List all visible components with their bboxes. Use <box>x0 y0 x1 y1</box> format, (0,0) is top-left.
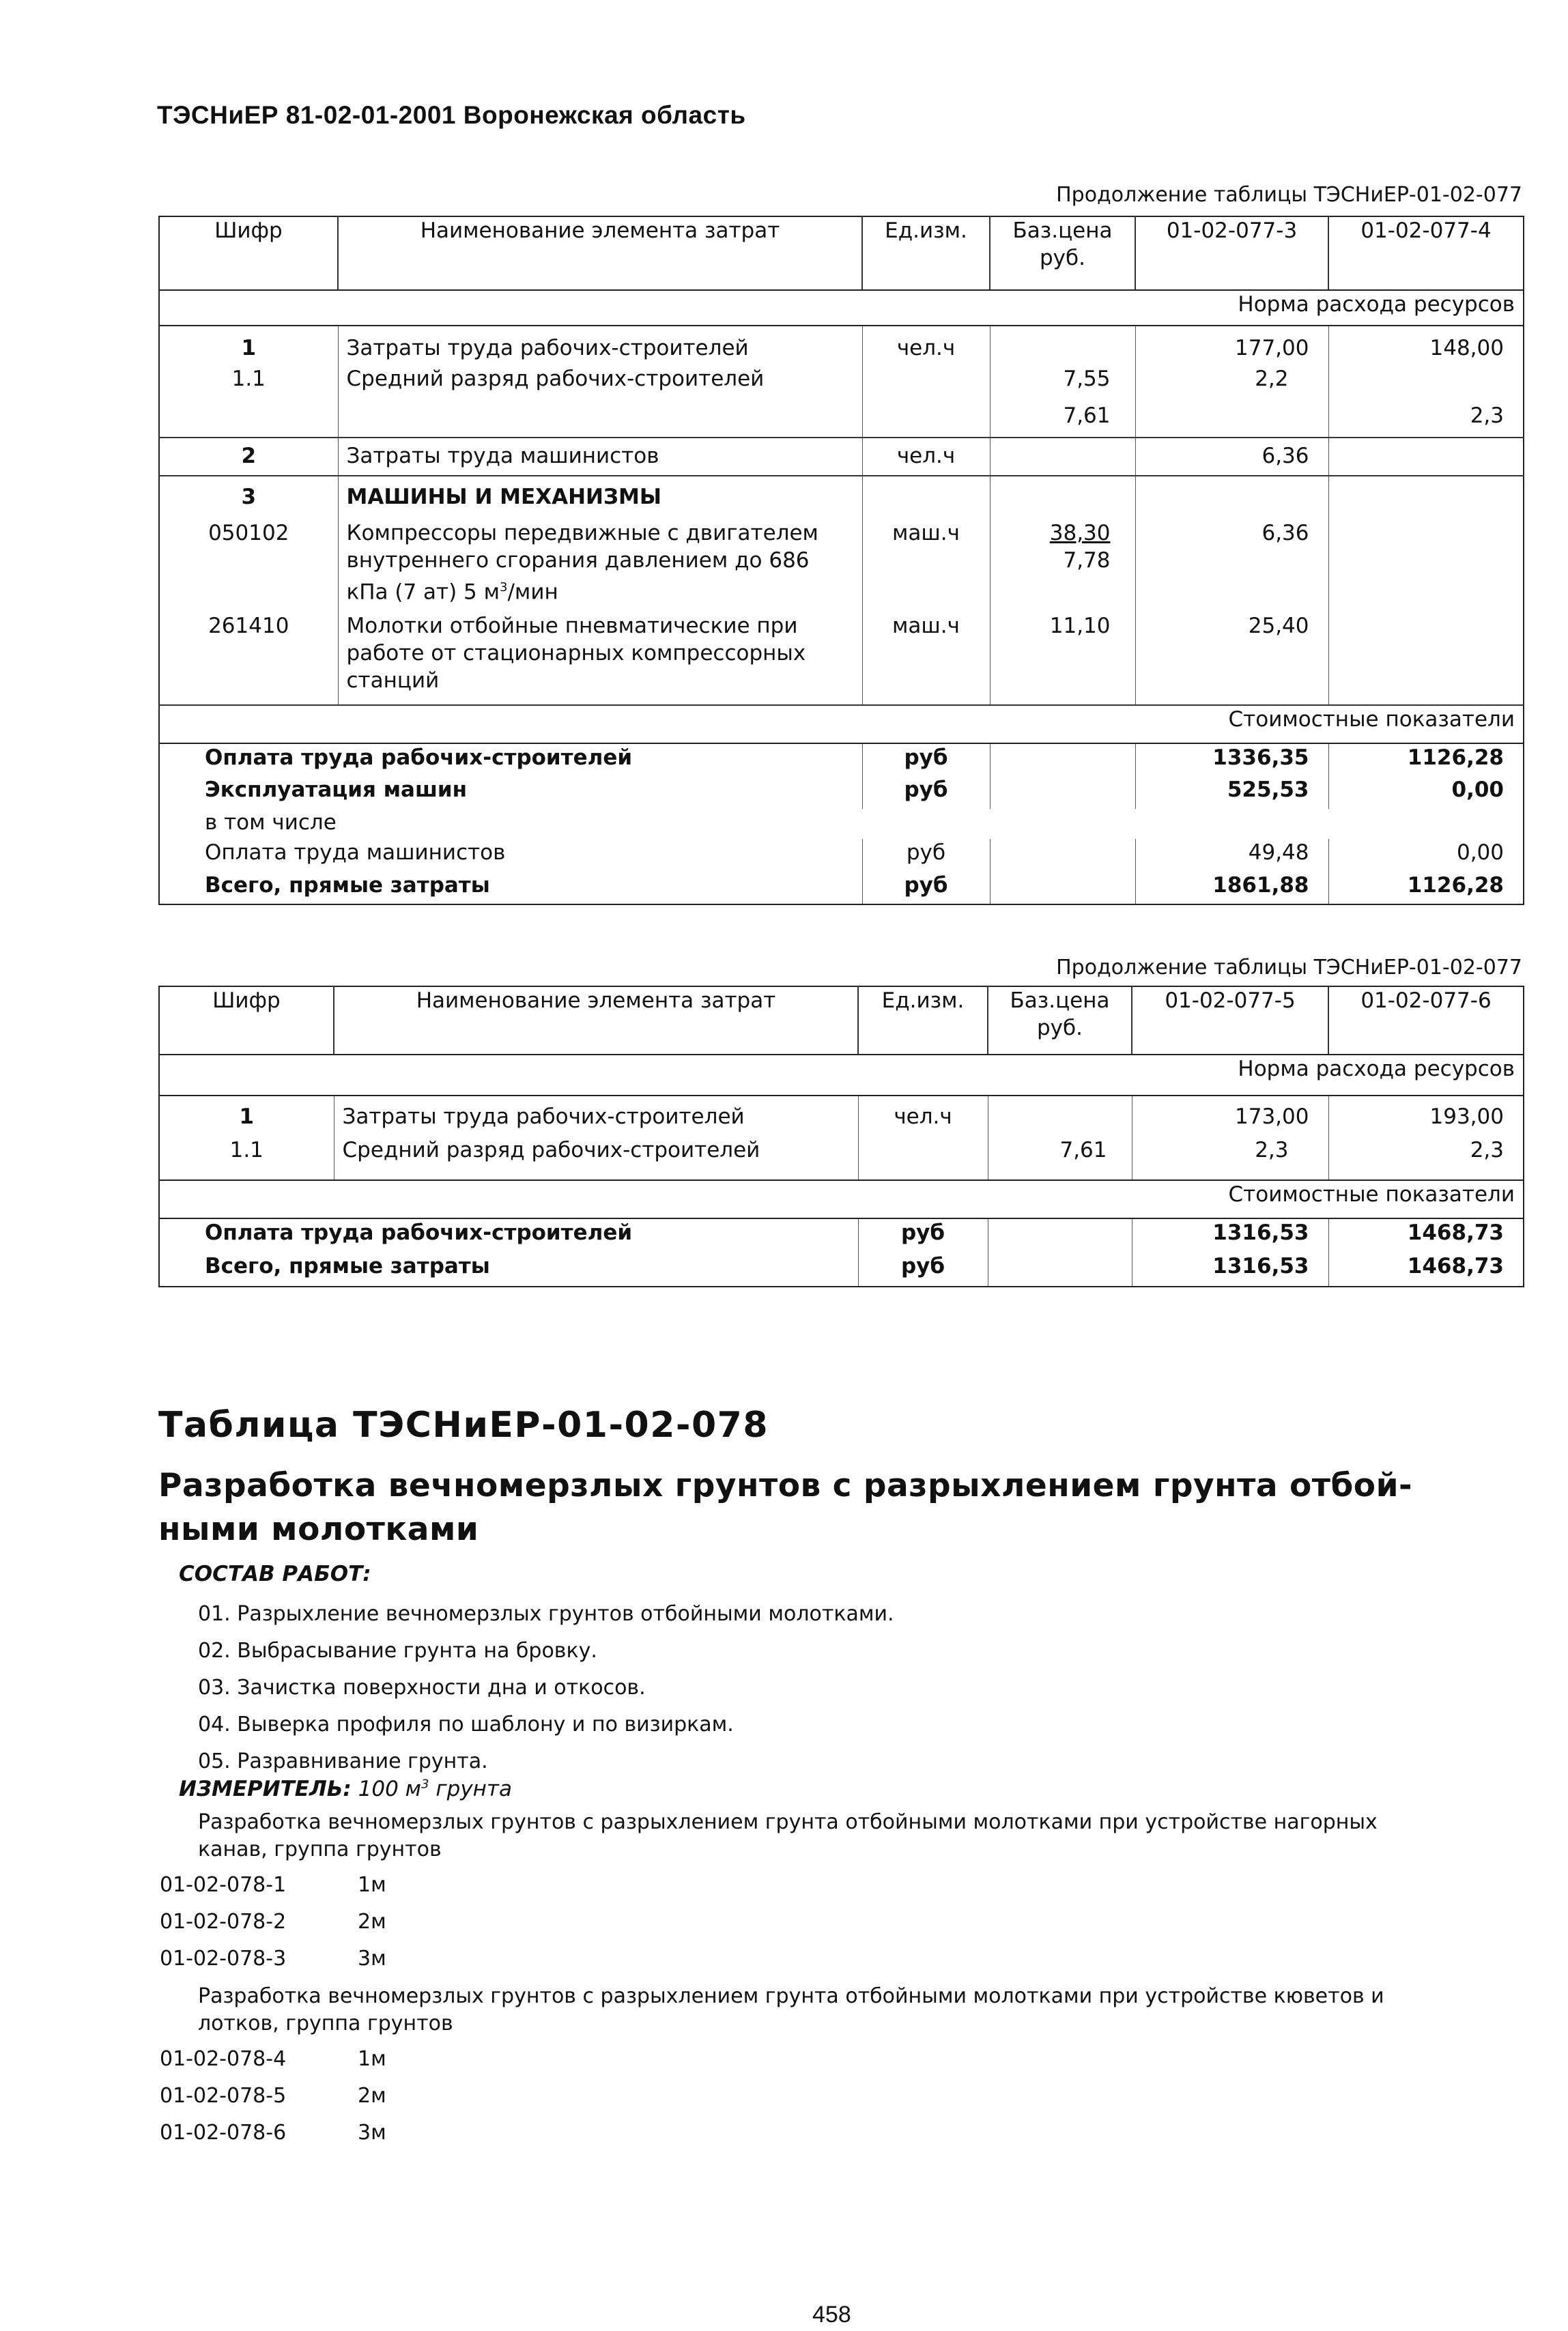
row-unit <box>862 476 990 517</box>
table-row <box>159 612 1524 705</box>
table-row <box>159 1253 1524 1287</box>
row-c1: 6,36 <box>1135 517 1328 612</box>
name-text: /мин <box>507 580 558 605</box>
table-row <box>159 438 1524 476</box>
total-c1: 1336,35 <box>1135 743 1328 776</box>
row-code: 1 <box>159 1096 334 1136</box>
total-price <box>990 872 1135 904</box>
table-row <box>159 743 1524 776</box>
works-list <box>198 1596 894 1780</box>
section-label: Норма расхода ресурсов <box>159 290 1524 326</box>
measure-label: ИЗМЕРИТЕЛЬ: <box>179 1777 352 1801</box>
row-unit: чел.ч <box>858 1096 988 1136</box>
price-value-2: 7,78 <box>1063 548 1111 573</box>
works-label: СОСТАВ РАБОТ: <box>179 1562 371 1586</box>
table2-caption: Продолжение таблицы ТЭСНиЕР-01-02-077 <box>1056 956 1522 979</box>
table2-col-price: Баз.цена руб. <box>988 986 1132 1055</box>
row-code: 1.1 <box>159 365 338 402</box>
row-unit: чел.ч <box>862 438 990 476</box>
total-price <box>990 776 1135 809</box>
row-code: 050102 <box>159 517 338 612</box>
list-item <box>160 1867 386 1904</box>
row-name: Средний разряд рабочих-строителей <box>334 1136 858 1180</box>
total-c2: 0,00 <box>1456 840 1504 865</box>
item-value: 2м <box>358 1910 386 1934</box>
table2-col-c1: 01-02-077-5 <box>1132 986 1328 1055</box>
row-c2: 2,3 <box>1470 403 1504 428</box>
superscript: 3 <box>500 580 508 595</box>
table-row <box>159 776 1524 809</box>
total-name: Всего, прямые затраты <box>159 872 862 904</box>
group1-list <box>160 1867 386 1977</box>
table2-header-row <box>159 986 1524 1055</box>
item-value: 2м <box>358 2084 386 2108</box>
price-value: 38,30 <box>1049 521 1111 545</box>
group2-list <box>160 2041 386 2151</box>
row-c1: 6,36 <box>1135 438 1328 476</box>
row-c2: 2,3 <box>1328 1136 1524 1180</box>
total-price <box>990 743 1135 776</box>
total-unit: руб <box>858 1253 988 1287</box>
item-value: 1м <box>358 1873 386 1897</box>
total-c2: 1468,73 <box>1407 1254 1504 1278</box>
name-line: Компрессоры передвижные с двигателем <box>346 521 818 545</box>
total-c2: 1126,28 <box>1407 873 1504 898</box>
total-name: Оплата труда рабочих-строителей <box>159 743 862 776</box>
measure-value <box>358 1777 512 1801</box>
total-c2: 1468,73 <box>1407 1220 1504 1245</box>
table-row <box>159 476 1524 517</box>
table2 <box>158 986 1524 1287</box>
measure-line <box>179 1777 512 1801</box>
table-row <box>159 365 1524 402</box>
row-c2: 148,00 <box>1429 336 1504 360</box>
row-price <box>990 326 1135 365</box>
item-code: 01-02-078-5 <box>160 2084 287 2108</box>
table1-section-cost <box>159 705 1524 743</box>
table2-section-cost <box>159 1180 1524 1218</box>
row-name: Затраты труда машинистов <box>338 438 862 476</box>
group2-description <box>198 1983 1515 2037</box>
description-line: лотков, группа грунтов <box>198 2012 453 2035</box>
subtitle-line: Разработка вечномерзлых грунтов с разрыхлением грунта отбой- <box>158 1467 1413 1504</box>
row-unit: чел.ч <box>862 326 990 365</box>
item-code: 01-02-078-6 <box>160 2121 287 2145</box>
row-name: Средний разряд рабочих-строителей <box>338 365 862 402</box>
total-c2 <box>1328 809 1524 839</box>
total-name: в том числе <box>205 810 337 835</box>
table1-col-code: Шифр <box>159 216 338 290</box>
table2-col-c2: 01-02-077-6 <box>1328 986 1524 1055</box>
table2-section-norm <box>159 1055 1524 1096</box>
row-price: 7,61 <box>990 402 1135 438</box>
description-line: Разработка вечномерзлых грунтов с разрыхлением грунта отбойными молотками при устройстве кюветов и <box>198 1984 1384 2008</box>
name-line <box>347 574 854 605</box>
row-price <box>990 517 1135 612</box>
total-unit: руб <box>862 872 990 904</box>
item-code: 01-02-078-2 <box>160 1910 287 1934</box>
total-c1: 1861,88 <box>1135 872 1328 904</box>
row-c2 <box>1328 365 1524 402</box>
list-item <box>160 2115 386 2151</box>
row-unit: маш.ч <box>862 612 990 705</box>
total-name: Всего, прямые затраты <box>159 1253 858 1287</box>
list-item: 05. Разравнивание грунта. <box>198 1749 488 1773</box>
row-c2 <box>1328 517 1524 612</box>
list-item: 01. Разрыхление вечномерзлых грунтов отбойными молотками. <box>198 1602 894 1626</box>
measure-unit: грунта <box>429 1777 512 1801</box>
total-unit: руб <box>858 1218 988 1253</box>
row-c1: 173,00 <box>1132 1096 1328 1136</box>
row-price <box>988 1096 1132 1136</box>
row-name <box>338 517 862 612</box>
superscript: 3 <box>421 1777 429 1792</box>
description-line: Разработка вечномерзлых грунтов с разрыхлением грунта отбойными молотками при устройстве нагорных <box>198 1810 1378 1834</box>
table2-col-unit: Ед.изм. <box>858 986 988 1055</box>
measure-number: 100 м <box>358 1777 422 1801</box>
table-row <box>159 809 1524 839</box>
total-c1 <box>1135 809 1328 839</box>
list-item <box>160 1904 386 1941</box>
row-price <box>990 476 1135 517</box>
total-unit: руб <box>862 743 990 776</box>
section-label: Стоимостные показатели <box>159 705 1524 743</box>
section-label: Норма расхода ресурсов <box>159 1055 1524 1096</box>
total-price <box>990 839 1135 872</box>
table1-section-norm <box>159 290 1524 326</box>
section-label: Стоимостные показатели <box>159 1180 1524 1218</box>
row-unit <box>862 365 990 402</box>
row-code: 1.1 <box>159 1136 334 1180</box>
total-unit: руб <box>862 839 990 872</box>
row-code: 1 <box>159 326 338 365</box>
total-price <box>988 1218 1132 1253</box>
row-code <box>159 402 338 438</box>
total-name: Оплата труда машинистов <box>159 839 862 872</box>
row-c1: 2,3 <box>1132 1136 1328 1180</box>
table-row <box>159 517 1524 612</box>
table-row <box>159 839 1524 872</box>
table2-col-code: Шифр <box>159 986 334 1055</box>
row-unit <box>858 1136 988 1180</box>
table1-col-c2: 01-02-077-4 <box>1328 216 1524 290</box>
name-line: станций <box>346 668 440 693</box>
item-code: 01-02-078-1 <box>160 1873 287 1897</box>
row-name <box>338 402 862 438</box>
item-code: 01-02-078-3 <box>160 1947 287 1971</box>
row-c1: 177,00 <box>1135 326 1328 365</box>
row-price: 7,61 <box>988 1136 1132 1180</box>
row-code: 2 <box>159 438 338 476</box>
total-c2: 0,00 <box>1451 777 1504 802</box>
table-row <box>159 1096 1524 1136</box>
total-name: Оплата труда рабочих-строителей <box>159 1218 858 1253</box>
total-c1: 49,48 <box>1135 839 1328 872</box>
row-c2 <box>1328 612 1524 705</box>
table1-caption: Продолжение таблицы ТЭСНиЕР-01-02-077 <box>1056 183 1522 207</box>
total-c1: 1316,53 <box>1132 1218 1328 1253</box>
name-line: работе от стационарных компрессорных <box>346 641 806 666</box>
row-name: Затраты труда рабочих-строителей <box>334 1096 858 1136</box>
subtitle-line: ными молотками <box>158 1511 479 1548</box>
table-row <box>159 872 1524 904</box>
total-c1: 1316,53 <box>1132 1253 1328 1287</box>
list-item <box>160 2078 386 2115</box>
description-line: канав, группа грунтов <box>198 1837 442 1861</box>
row-name: Затраты труда рабочих-строителей <box>338 326 862 365</box>
total-c1: 525,53 <box>1135 776 1328 809</box>
row-c1: 2,2 <box>1135 365 1328 402</box>
table-row <box>159 326 1524 365</box>
total-name: Эксплуатация машин <box>159 776 862 809</box>
table-row <box>159 1136 1524 1180</box>
row-c1 <box>1135 476 1328 517</box>
running-header: ТЭСНиЕР 81-02-01-2001 Воронежская область <box>157 101 746 129</box>
table1-col-price: Баз.цена руб. <box>990 216 1135 290</box>
list-item: 02. Выбрасывание грунта на бровку. <box>198 1639 597 1663</box>
list-item: 04. Выверка профиля по шаблону и по визиркам. <box>198 1713 734 1736</box>
row-c1 <box>1135 402 1328 438</box>
name-line: Молотки отбойные пневматические при <box>346 614 798 638</box>
row-c2: 193,00 <box>1429 1104 1504 1129</box>
list-item <box>160 2041 386 2078</box>
page-number: 458 <box>812 2302 851 2328</box>
item-value: 3м <box>358 1947 386 1971</box>
row-price: 11,10 <box>990 612 1135 705</box>
table1-header-row <box>159 216 1524 290</box>
table-row <box>159 402 1524 438</box>
item-code: 01-02-078-4 <box>160 2047 287 2071</box>
total-unit <box>862 809 990 839</box>
table-title: Таблица ТЭСНиЕР-01-02-078 <box>158 1405 769 1446</box>
item-value: 1м <box>358 2047 386 2071</box>
item-value: 3м <box>358 2121 386 2145</box>
section-subtitle <box>158 1464 1524 1551</box>
table1 <box>158 216 1524 905</box>
table1-col-name: Наименование элемента затрат <box>338 216 862 290</box>
row-c2 <box>1328 476 1524 517</box>
row-c1: 25,40 <box>1135 612 1328 705</box>
table1-col-c1: 01-02-077-3 <box>1135 216 1328 290</box>
row-code: 3 <box>159 476 338 517</box>
row-name: МАШИНЫ И МЕХАНИЗМЫ <box>338 476 862 517</box>
row-name <box>338 612 862 705</box>
name-line: внутреннего сгорания давлением до 686 <box>346 548 810 573</box>
row-unit <box>862 402 990 438</box>
table1-col-unit: Ед.изм. <box>862 216 990 290</box>
table2-col-name: Наименование элемента затрат <box>334 986 858 1055</box>
total-unit: руб <box>862 776 990 809</box>
row-code: 261410 <box>159 612 338 705</box>
table-row <box>159 1218 1524 1253</box>
total-price <box>988 1253 1132 1287</box>
list-item: 03. Зачистка поверхности дна и откосов. <box>198 1676 646 1700</box>
row-price: 7,55 <box>990 365 1135 402</box>
row-price <box>990 438 1135 476</box>
row-unit: маш.ч <box>862 517 990 612</box>
group1-description <box>198 1809 1515 1863</box>
total-c2: 1126,28 <box>1407 745 1504 770</box>
total-price <box>990 809 1135 839</box>
list-item <box>160 1941 386 1977</box>
row-c2 <box>1328 438 1524 476</box>
name-text: кПа (7 ат) 5 м <box>346 580 500 605</box>
